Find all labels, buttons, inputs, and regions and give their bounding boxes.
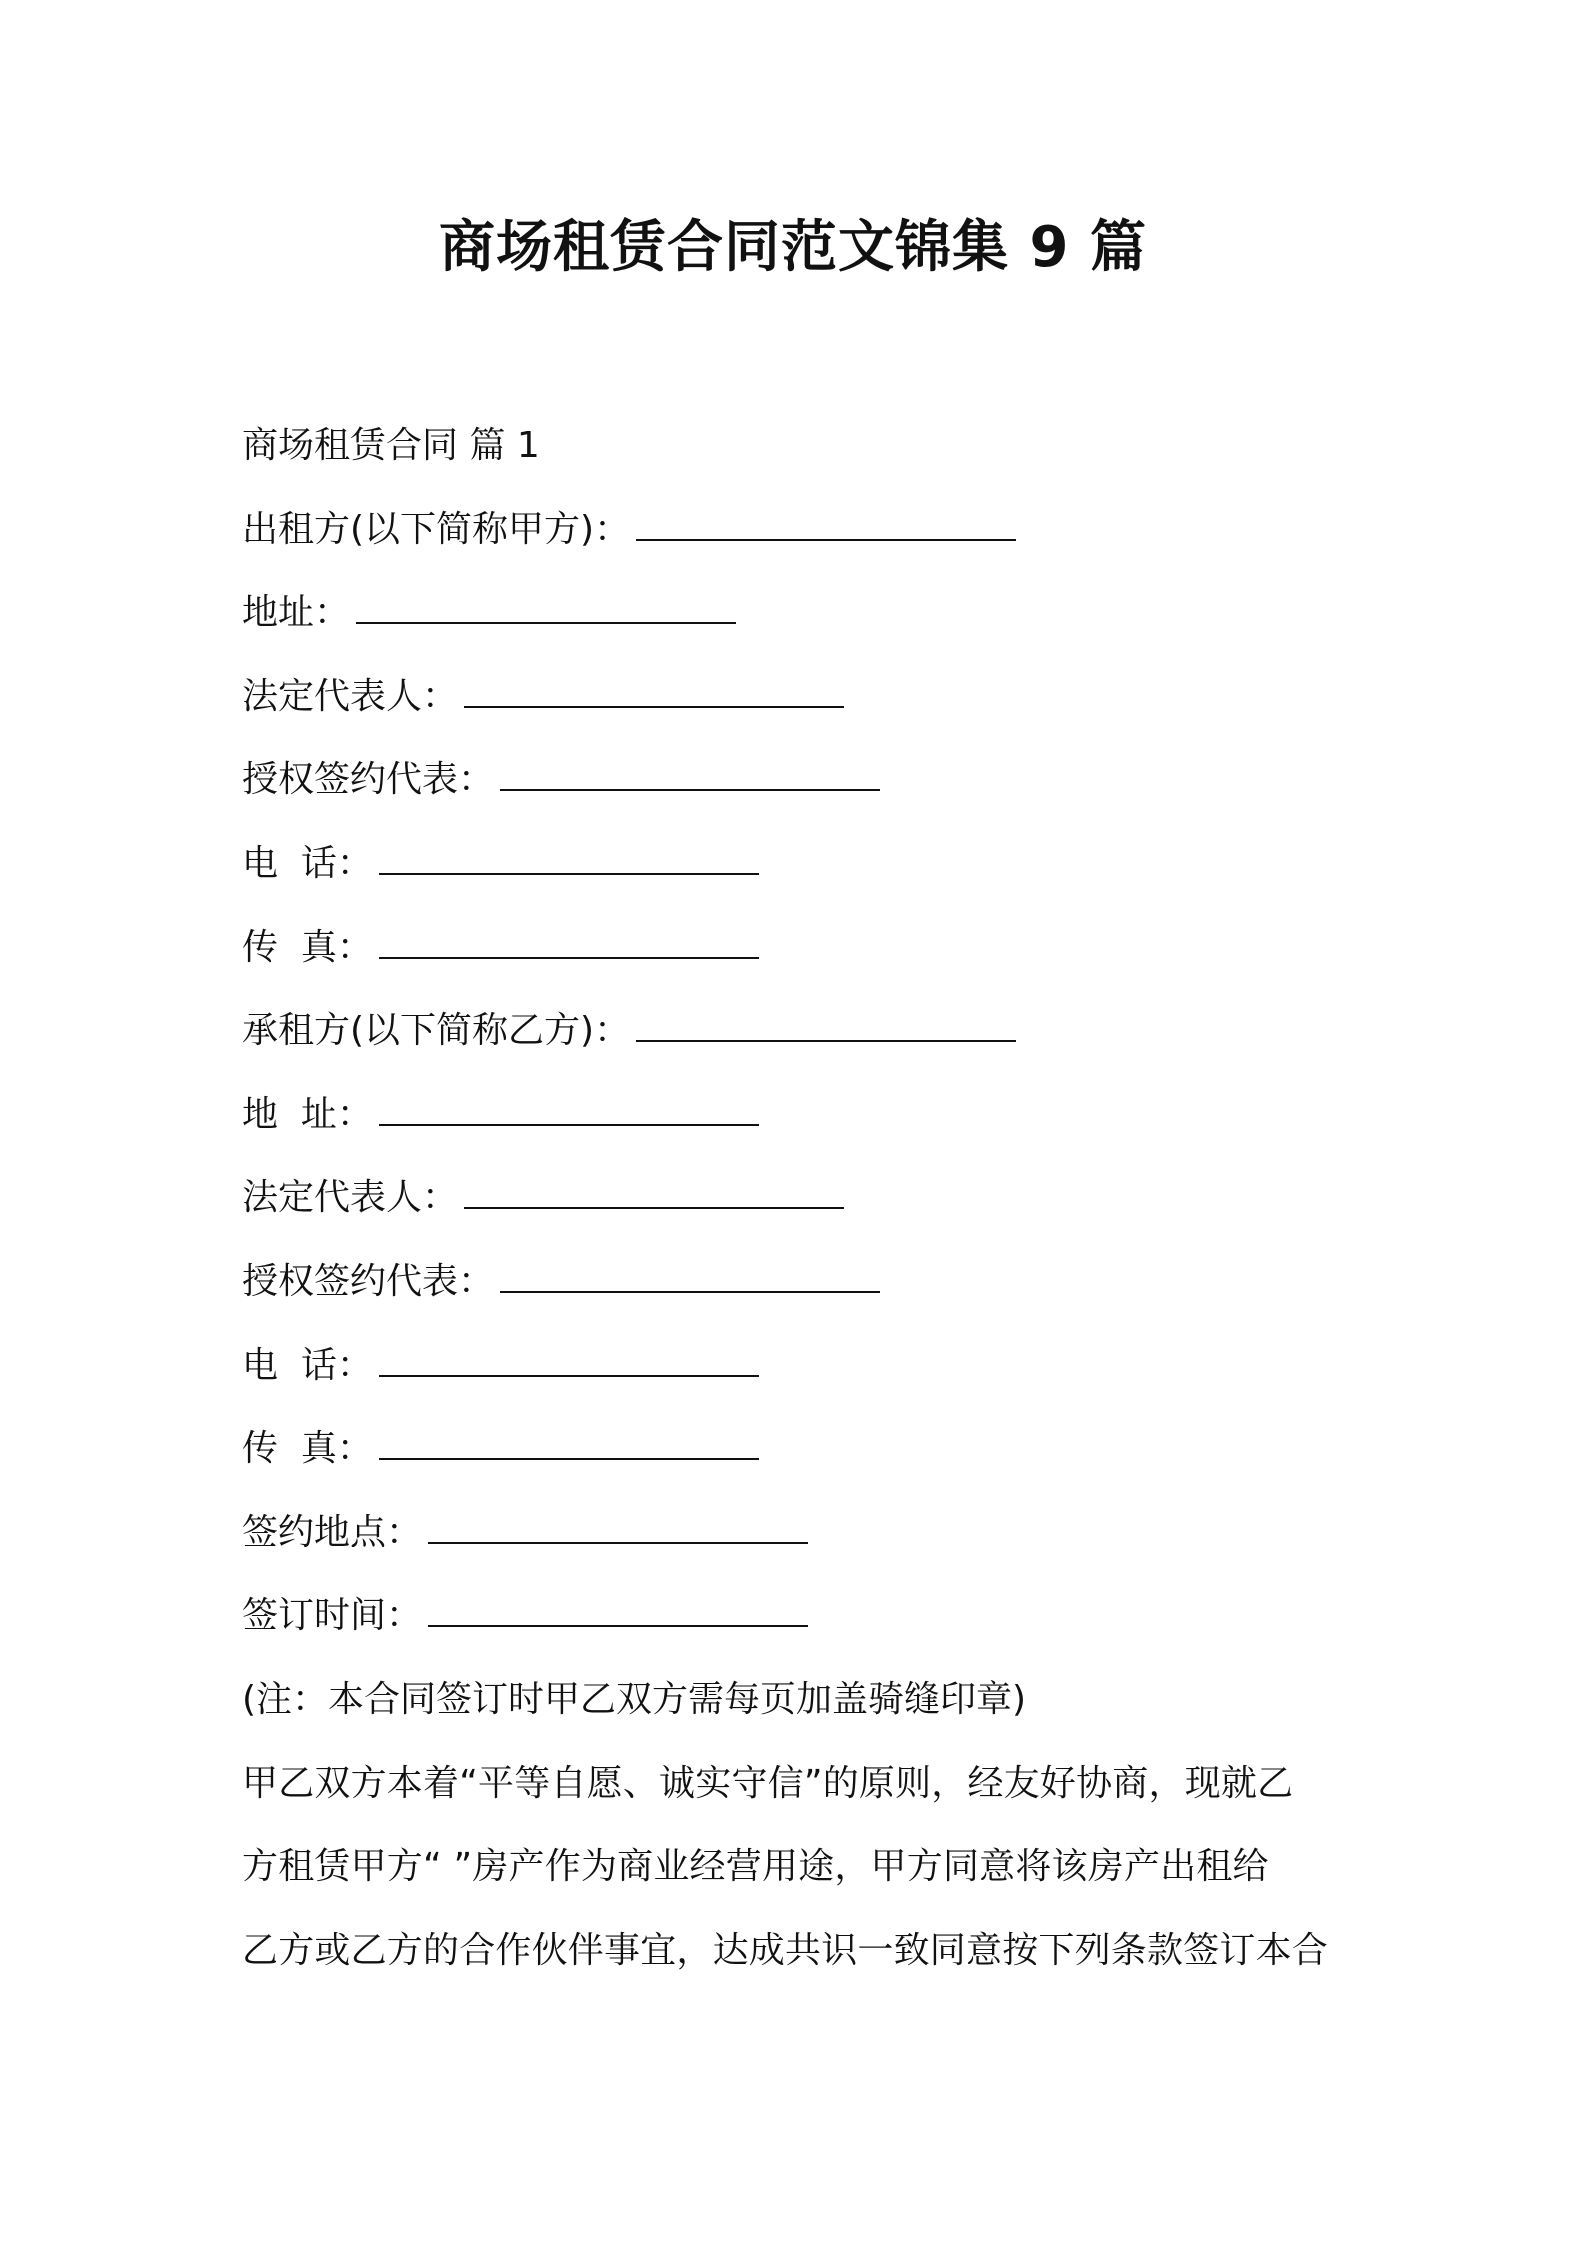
field-lessor-fax [242,906,1362,990]
fill-in-blank [379,1412,759,1460]
field-label: 出租方(以下简称甲方)： [242,508,631,550]
document-body [242,404,1362,1992]
field-lessee-address [242,1073,1362,1157]
field-label: 法定代表人： [242,675,459,717]
fill-in-blank [464,1161,844,1209]
body-paragraph [242,1742,1362,1993]
field-label: 授权签约代表： [242,759,495,801]
field-signing-place [242,1491,1362,1575]
fill-in-blank [500,1245,880,1293]
field-label: 授权签约代表： [242,1260,495,1302]
field-label: 传 真： [242,1428,373,1470]
paragraph-line: 甲乙双方本着“平等自愿、诚实守信”的原则，经友好协商，现就乙 [242,1762,1294,1804]
field-lessor-phone [242,822,1362,906]
field-lessee-fax [242,1407,1362,1491]
paragraph-line: 方租赁甲方“ ”房产作为商业经营用途，甲方同意将该房产出租给 [242,1846,1269,1888]
field-lessee-signatory [242,1240,1362,1324]
field-lessee-legal-rep [242,1156,1362,1240]
fill-in-blank [428,1496,808,1544]
field-label: 传 真： [242,926,373,968]
field-lessor-legal-rep [242,655,1362,739]
fill-in-blank [464,660,844,708]
fill-in-blank [379,911,759,959]
fill-in-blank [428,1579,808,1627]
field-signing-time [242,1574,1362,1658]
field-lessee-phone [242,1324,1362,1408]
fill-in-blank [379,1078,759,1126]
field-label: 地址： [242,592,351,634]
document-title: 商场租赁合同范文锦集 9 篇 [439,215,1147,280]
seal-note: (注：本合同签订时甲乙双方需每页加盖骑缝印章) [242,1678,1027,1720]
fill-in-blank [500,743,880,791]
field-label: 签订时间： [242,1595,423,1637]
fill-in-blank [636,994,1016,1042]
field-label: 签约地点： [242,1511,423,1553]
field-lessor-signatory [242,738,1362,822]
fill-in-blank [379,827,759,875]
paragraph-line: 乙方或乙方的合作伙伴事宜，达成共识一致同意按下列条款签订本合 [242,1929,1329,1971]
section-heading: 商场租赁合同 篇 1 [242,425,540,466]
field-label: 法定代表人： [242,1177,459,1219]
field-label: 地 址： [242,1093,373,1135]
fill-in-blank [356,576,736,624]
field-label: 电 话： [242,1344,373,1386]
field-label: 承租方(以下简称乙方)： [242,1010,631,1052]
fill-in-blank [379,1329,759,1377]
field-lessor [242,488,1362,572]
field-lessee [242,989,1362,1073]
field-lessor-address [242,571,1362,655]
field-label: 电 话： [242,842,373,884]
fill-in-blank [636,493,1016,541]
